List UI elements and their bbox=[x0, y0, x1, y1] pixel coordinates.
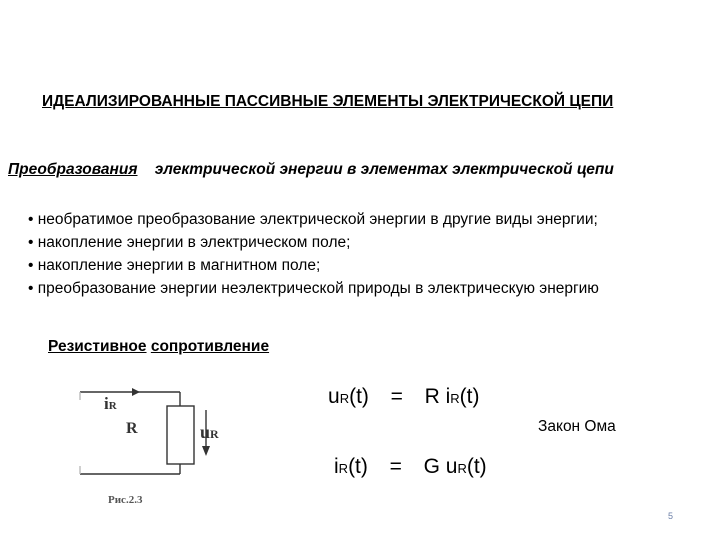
f1-rhs-base: i bbox=[445, 385, 451, 408]
resistor-circuit-svg bbox=[70, 378, 250, 513]
f1-rhs-coef: R bbox=[424, 385, 440, 408]
voltage-label bbox=[200, 422, 219, 443]
section-word-2: сопротивление bbox=[150, 338, 270, 355]
list-item: • накопление энергии в магнитном поле; bbox=[28, 254, 599, 277]
f2-equals: = bbox=[389, 455, 402, 478]
subtitle-gap bbox=[142, 161, 151, 178]
list-item: • накопление энергии в электрическом поле; bbox=[28, 231, 599, 254]
f1-lhs-base: u bbox=[328, 385, 340, 408]
f1-lhs-arg: (t) bbox=[349, 385, 369, 408]
list-item: • необратимое преобразование электрической энергии в другие виды энергии; bbox=[28, 208, 599, 231]
f2-rhs-base: u bbox=[445, 455, 458, 478]
f2-rhs-coef: G bbox=[423, 455, 440, 478]
voltage-arrow-icon bbox=[202, 446, 210, 456]
f2-rhs-arg: (t) bbox=[466, 455, 487, 478]
f2-lhs-base: i bbox=[334, 455, 339, 478]
subtitle-part2: электрической энергии в элементах электрической цепи bbox=[154, 161, 614, 178]
f2-lhs-sub: R bbox=[338, 461, 349, 476]
energy-conversion-list bbox=[28, 208, 599, 300]
f1-lhs-sub: R bbox=[339, 391, 350, 406]
slide-subtitle bbox=[8, 161, 614, 179]
ohm-law-label: Закон Ома bbox=[538, 418, 616, 435]
f1-rhs-arg: (t) bbox=[459, 385, 480, 408]
current-arrow-icon bbox=[132, 388, 140, 396]
slide-title: ИДЕАЛИЗИРОВАННЫЕ ПАССИВНЫЕ ЭЛЕМЕНТЫ ЭЛЕКТРИЧЕСКОЙ ЦЕПИ bbox=[42, 93, 614, 110]
f1-equals: = bbox=[390, 385, 403, 408]
voltage-label-base: u bbox=[200, 422, 211, 442]
voltage-label-sub: R bbox=[210, 427, 219, 441]
current-label bbox=[104, 394, 117, 414]
list-item: • преобразование энергии неэлектрической природы в электрическую энергию bbox=[28, 277, 599, 300]
current-label-sub: R bbox=[108, 400, 117, 412]
section-heading bbox=[48, 338, 269, 356]
page-number: 5 bbox=[668, 511, 674, 521]
f1-rhs-sub: R bbox=[450, 391, 460, 406]
ohm-law-formula-2 bbox=[334, 455, 487, 479]
subtitle-part1: Преобразования bbox=[8, 161, 138, 178]
current-label-base: i bbox=[104, 394, 109, 413]
ohm-law-formula-1 bbox=[328, 385, 480, 409]
section-word-1: Резистивное bbox=[48, 338, 147, 355]
f2-rhs-sub: R bbox=[457, 461, 467, 476]
f2-lhs-arg: (t) bbox=[348, 455, 368, 478]
figure-caption: Рис.2.3 bbox=[108, 494, 143, 506]
resistor-label: R bbox=[126, 420, 138, 437]
resistor-body bbox=[167, 406, 194, 464]
resistor-circuit-figure bbox=[70, 378, 250, 518]
